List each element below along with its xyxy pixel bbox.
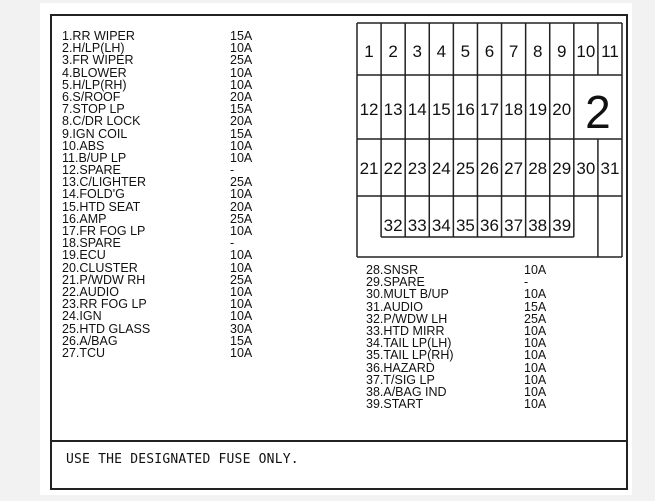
fuse-slot-number: 12 xyxy=(359,100,379,119)
fuse-slot-number: 15 xyxy=(431,100,451,119)
fuse-name: 19.ECU xyxy=(62,248,106,263)
fuse-name: 36.HAZARD xyxy=(366,360,435,375)
fuse-amperage: 10A xyxy=(230,345,253,360)
relay-number: 2 xyxy=(585,86,611,138)
fuse-amperage: 10A xyxy=(524,384,547,399)
fuse-slot-number: 26 xyxy=(480,159,499,178)
fuse-amperage: 10A xyxy=(524,372,547,387)
fuse-slot-number: 13 xyxy=(383,100,403,119)
fuse-amperage: 15A xyxy=(230,333,253,348)
fuse-amperage: - xyxy=(230,163,235,178)
fuse-slot-number: 6 xyxy=(484,42,495,61)
fuse-name: 38.A/BAG IND xyxy=(366,384,447,399)
fuse-name: 18.SPARE xyxy=(62,236,121,251)
fuse-name: 21.P/WDW RH xyxy=(62,272,146,287)
fuse-slot-number: 38 xyxy=(528,216,548,235)
fuse-amperage: 10A xyxy=(230,41,253,56)
fuse-name: 25.HTD GLASS xyxy=(62,321,151,336)
fuse-amperage: 25A xyxy=(524,311,547,326)
fuse-name: 29.SPARE xyxy=(366,275,425,290)
fuse-name: 17.FR FOG LP xyxy=(62,224,146,238)
fuse-name: 16.AMP xyxy=(62,211,107,226)
fuse-amperage: 10A xyxy=(230,260,253,275)
fuse-name: 4.BLOWER xyxy=(62,65,127,80)
fuse-slot-number: 11 xyxy=(601,42,619,61)
fuse-slot-number: 3 xyxy=(412,42,422,61)
fuse-amperage: - xyxy=(230,236,235,251)
fuse-name: 15.HTD SEAT xyxy=(62,199,141,214)
fuse-amperage: 20A xyxy=(230,114,253,129)
fuse-name: 24.IGN xyxy=(62,309,102,324)
fuse-name: 26.A/BAG xyxy=(62,333,118,348)
fuse-amperage: 20A xyxy=(230,89,253,104)
fuse-name: 31.AUDIO xyxy=(366,299,423,314)
fuse-slot-number: 5 xyxy=(460,42,471,61)
fuse-amperage: 10A xyxy=(230,187,253,202)
fuse-slot-number: 21 xyxy=(359,159,379,178)
fuse-name: 11.B/UP LP xyxy=(62,150,127,165)
fuse-slot-number: 28 xyxy=(528,159,548,178)
fuse-amperage: 10A xyxy=(230,138,253,153)
fuse-amperage: 10A xyxy=(230,248,253,263)
fuse-slot-number: 31 xyxy=(600,159,620,178)
fuse-slot-number: 16 xyxy=(455,100,475,119)
fuse-name: 12.SPARE xyxy=(62,163,121,178)
fuse-slot-number: 27 xyxy=(504,159,524,178)
fuse-slot-number: 4 xyxy=(436,42,447,61)
fuse-slot-number: 14 xyxy=(407,100,427,119)
fuse-name: 23.RR FOG LP xyxy=(62,297,147,312)
fuse-slot-number: 17 xyxy=(480,100,499,119)
footer-divider xyxy=(50,440,628,442)
fuse-amperage: 10A xyxy=(524,336,547,351)
fuse-amperage: 10A xyxy=(230,150,253,165)
fuse-name: 8.C/DR LOCK xyxy=(62,114,141,129)
fuse-slot-number: 10 xyxy=(576,42,596,61)
fuse-amperage: 25A xyxy=(230,272,253,287)
fuse-name: 10.ABS xyxy=(62,138,105,153)
fuse-slot-number: 7 xyxy=(508,42,519,61)
fuse-amperage: 10A xyxy=(230,309,253,324)
fuse-amperage: 10A xyxy=(524,360,547,375)
fuse-name: 39.START xyxy=(366,397,424,412)
fuse-amperage: 25A xyxy=(230,175,253,190)
fuse-slot-number: 24 xyxy=(431,159,451,178)
fuse-name: 32.P/WDW LH xyxy=(366,311,448,326)
fuse-slot-number: 22 xyxy=(383,159,403,178)
fuse-name: 30.MULT B/UP xyxy=(366,287,449,302)
fuse-amperage: 15A xyxy=(230,126,253,141)
fuse-name: 27.TCU xyxy=(62,345,106,360)
fuse-slot-number: 8 xyxy=(532,42,543,61)
fuse-name: 3.FR WIPER xyxy=(62,53,134,68)
fuse-amperage: 10A xyxy=(524,287,547,302)
fuse-name: 22.AUDIO xyxy=(62,284,119,299)
fuse-name: 13.C/LIGHTER xyxy=(62,175,147,190)
fuse-name: 33.HTD MIRR xyxy=(366,323,445,338)
fuse-slot-number: 39 xyxy=(552,216,572,235)
fuse-slot-number: 23 xyxy=(407,159,427,178)
fuse-slot-number: 32 xyxy=(383,216,403,235)
fuse-name: 37.T/SIG LP xyxy=(366,372,435,387)
fuse-amperage: 25A xyxy=(230,211,253,226)
fuse-slot-number: 36 xyxy=(480,216,499,235)
fuse-amperage: 10A xyxy=(524,397,547,412)
fuse-slot-number: 30 xyxy=(576,159,596,178)
fuse-amperage: 10A xyxy=(230,65,253,80)
fuse-amperage: 30A xyxy=(230,321,253,336)
fuse-amperage: 25A xyxy=(230,53,253,68)
fuse-amperage: 10A xyxy=(524,323,547,338)
fuse-amperage: 10A xyxy=(230,284,253,299)
fuse-name: 7.STOP LP xyxy=(62,102,125,117)
fuse-slot-number: 34 xyxy=(431,216,451,235)
fuse-name: 28.SNSR xyxy=(366,263,419,277)
fuse-name: 34.TAIL LP(LH) xyxy=(366,336,452,351)
fuse-name: 14.FOLD'G xyxy=(62,187,125,202)
fuse-amperage: 10A xyxy=(230,77,253,92)
fuse-amperage: 10A xyxy=(524,263,547,277)
fuse-slot-number: 29 xyxy=(552,159,572,178)
fuse-name: 6.S/ROOF xyxy=(62,89,121,104)
fuse-name: 5.H/LP(RH) xyxy=(62,77,127,92)
fuse-slot-number: 20 xyxy=(552,100,572,119)
fuse-amperage: 10A xyxy=(230,297,253,312)
fuse-amperage: - xyxy=(524,275,529,290)
fuse-slot-number: 9 xyxy=(557,42,567,61)
fuse-slot-number: 25 xyxy=(455,159,475,178)
footer-note: USE THE DESIGNATED FUSE ONLY. xyxy=(66,452,299,467)
fuse-slot-number: 35 xyxy=(455,216,475,235)
fuse-name: 1.RR WIPER xyxy=(62,29,135,43)
fuse-slot-number: 2 xyxy=(388,42,398,61)
fuse-slot-number: 18 xyxy=(504,100,524,119)
fuse-slot-number: 19 xyxy=(528,100,548,119)
fuse-amperage: 20A xyxy=(230,199,253,214)
fuse-name: 2.H/LP(LH) xyxy=(62,41,125,56)
fuse-amperage: 15A xyxy=(524,299,547,314)
fuse-name: 9.IGN COIL xyxy=(62,126,128,141)
fuse-slot-number: 1 xyxy=(364,42,374,61)
fuse-slot-number: 37 xyxy=(504,216,524,235)
fuse-amperage: 10A xyxy=(524,348,547,363)
fuse-amperage: 10A xyxy=(230,224,253,238)
fuse-name: 20.CLUSTER xyxy=(62,260,138,275)
fuse-name: 35.TAIL LP(RH) xyxy=(366,348,454,363)
fuse-amperage: 15A xyxy=(230,102,253,117)
fuse-slot-number: 33 xyxy=(407,216,427,235)
fuse-amperage: 15A xyxy=(230,29,253,43)
